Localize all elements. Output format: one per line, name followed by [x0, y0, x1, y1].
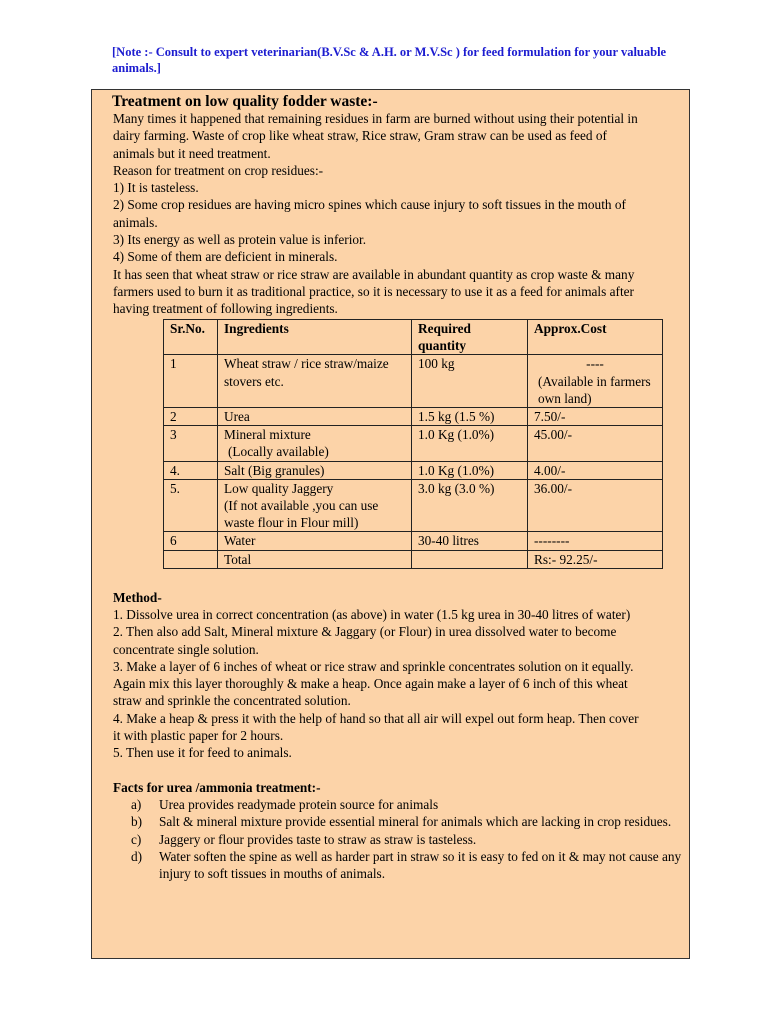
cell-ingredient — [218, 426, 412, 461]
cell-sr: 5. — [164, 479, 218, 532]
section-heading: Treatment on low quality fodder waste:- — [112, 93, 378, 110]
table-row — [164, 532, 663, 550]
table-row — [164, 461, 663, 479]
cell-quantity: 1.0 Kg (1.0%) — [412, 426, 528, 461]
list-item — [113, 831, 688, 848]
ingredient-note: (If not available ,you can use waste flour in Flour mill) — [224, 498, 379, 531]
fact-text: Water soften the spine as well as harder part in straw so it is easy to fed on it & may not cause any injury to soft tissues in mouths of animals. — [159, 848, 682, 882]
cost-dash: ---- — [586, 356, 604, 372]
method-steps — [113, 606, 688, 762]
intro-line: It has seen that wheat straw or rice straw are available in abundant quantity as crop waste & many — [113, 266, 635, 282]
intro-line: Reason for treatment on crop residues:- — [113, 162, 324, 178]
list-item — [113, 848, 688, 883]
method-line: 3. Make a layer of 6 inches of wheat or rice straw and sprinkle concentrates solution on it equally. — [113, 658, 634, 674]
treatment-panel — [91, 89, 690, 959]
cell-ingredient: Urea — [218, 408, 412, 426]
intro-line: animals but it need treatment. — [113, 145, 271, 161]
fact-label: a) — [131, 797, 142, 812]
cell-quantity: 1.0 Kg (1.0%) — [412, 461, 528, 479]
cell-sr — [164, 550, 218, 568]
total-label: Total — [218, 550, 412, 568]
intro-line: having treatment of following ingredients. — [113, 301, 338, 317]
header-cost: Approx.Cost — [528, 320, 663, 355]
cell-sr: 3 — [164, 426, 218, 461]
vet-note: [Note :- Consult to expert veterinarian(B.V.Sc & A.H. or M.V.Sc ) for feed formulation for your valuable animals.] — [112, 45, 667, 75]
method-title: Method- — [113, 590, 162, 605]
header-sr: Sr.No. — [164, 320, 218, 355]
ingredient-note: (Locally available) — [228, 444, 329, 460]
intro-paragraph — [113, 110, 688, 318]
cell-sr: 2 — [164, 408, 218, 426]
intro-line: farmers used to burn it as traditional practice, so it is necessary to use it as a feed for animals after — [113, 283, 634, 299]
cell-ingredient: Salt (Big granules) — [218, 461, 412, 479]
list-item — [113, 796, 688, 813]
intro-line: 4) Some of them are deficient in minerals. — [113, 249, 338, 265]
header-quantity: Required quantity — [412, 320, 528, 355]
cell-sr: 6 — [164, 532, 218, 550]
cell-ingredient: Water — [218, 532, 412, 550]
list-item — [113, 813, 688, 830]
intro-line: 1) It is tasteless. — [113, 180, 199, 196]
ingredient-name: Mineral mixture — [224, 427, 311, 443]
cell-quantity: 1.5 kg (1.5 %) — [412, 408, 528, 426]
facts-title: Facts for urea /ammonia treatment:- — [113, 780, 321, 795]
table-row — [164, 408, 663, 426]
fact-text: Urea provides readymade protein source for animals — [159, 797, 439, 812]
fact-label: d) — [131, 848, 143, 864]
table-total-row — [164, 550, 663, 568]
cell-ingredient — [218, 479, 412, 532]
cell-cost: -------- — [528, 532, 663, 550]
cell-cost: 45.00/- — [528, 426, 663, 461]
method-line: 4. Make a heap & press it with the help of hand so that all air will expel out form heap. Then cover — [113, 710, 639, 726]
method-line: straw and sprinkle the concentrated solution. — [113, 693, 351, 709]
cell-quantity: 100 kg — [412, 355, 528, 408]
cell-cost: 7.50/- — [528, 408, 663, 426]
cell-quantity: 30-40 litres — [412, 532, 528, 550]
table-row — [164, 426, 663, 461]
method-line: concentrate single solution. — [113, 641, 259, 657]
ingredient-name: Low quality Jaggery — [224, 480, 334, 496]
total-cost: Rs:- 92.25/- — [528, 550, 663, 568]
intro-line: 2) Some crop residues are having micro spines which cause injury to soft tissues in the mouth of — [113, 197, 626, 213]
cell-quantity: 3.0 kg (3.0 %) — [412, 479, 528, 532]
method-line: 5. Then use it for feed to animals. — [113, 745, 292, 761]
ingredients-table — [163, 319, 663, 569]
fact-label: c) — [131, 831, 142, 847]
table-row — [164, 479, 663, 532]
intro-line: 3) Its energy as well as protein value is inferior. — [113, 232, 367, 248]
cell-ingredient: Wheat straw / rice straw/maize stovers etc. — [218, 355, 412, 408]
intro-line: Many times it happened that remaining residues in farm are burned without using their potential in — [113, 111, 638, 126]
table-row — [164, 355, 663, 408]
cell-cost — [528, 355, 663, 408]
method-line: 1. Dissolve urea in correct concentration (as above) in water (1.5 kg urea in 30-40 litres of water) — [113, 607, 631, 622]
cell-sr: 4. — [164, 461, 218, 479]
fact-label: b) — [131, 814, 143, 830]
method-line: it with plastic paper for 2 hours. — [113, 728, 284, 744]
method-line: Again mix this layer thoroughly & make a heap. Once again make a layer of 6 inch of this wheat — [113, 676, 628, 692]
cell-cost: 36.00/- — [528, 479, 663, 532]
table-header-row — [164, 320, 663, 355]
intro-line: animals. — [113, 214, 158, 230]
facts-list — [113, 796, 688, 882]
method-line: 2. Then also add Salt, Mineral mixture & Jaggary (or Flour) in urea dissolved water to become — [113, 624, 617, 640]
intro-line: dairy farming. Waste of crop like wheat straw, Rice straw, Gram straw can be used as feed of — [113, 128, 607, 144]
fact-text: Salt & mineral mixture provide essential mineral for animals which are lacking in crop residues. — [159, 814, 672, 830]
cell-cost: 4.00/- — [528, 461, 663, 479]
cost-note: (Available in farmers own land) — [538, 373, 651, 406]
cell-quantity — [412, 550, 528, 568]
fact-text: Jaggery or flour provides taste to straw as straw is tasteless. — [159, 831, 477, 847]
header-ingredients: Ingredients — [218, 320, 412, 355]
cell-sr: 1 — [164, 355, 218, 408]
